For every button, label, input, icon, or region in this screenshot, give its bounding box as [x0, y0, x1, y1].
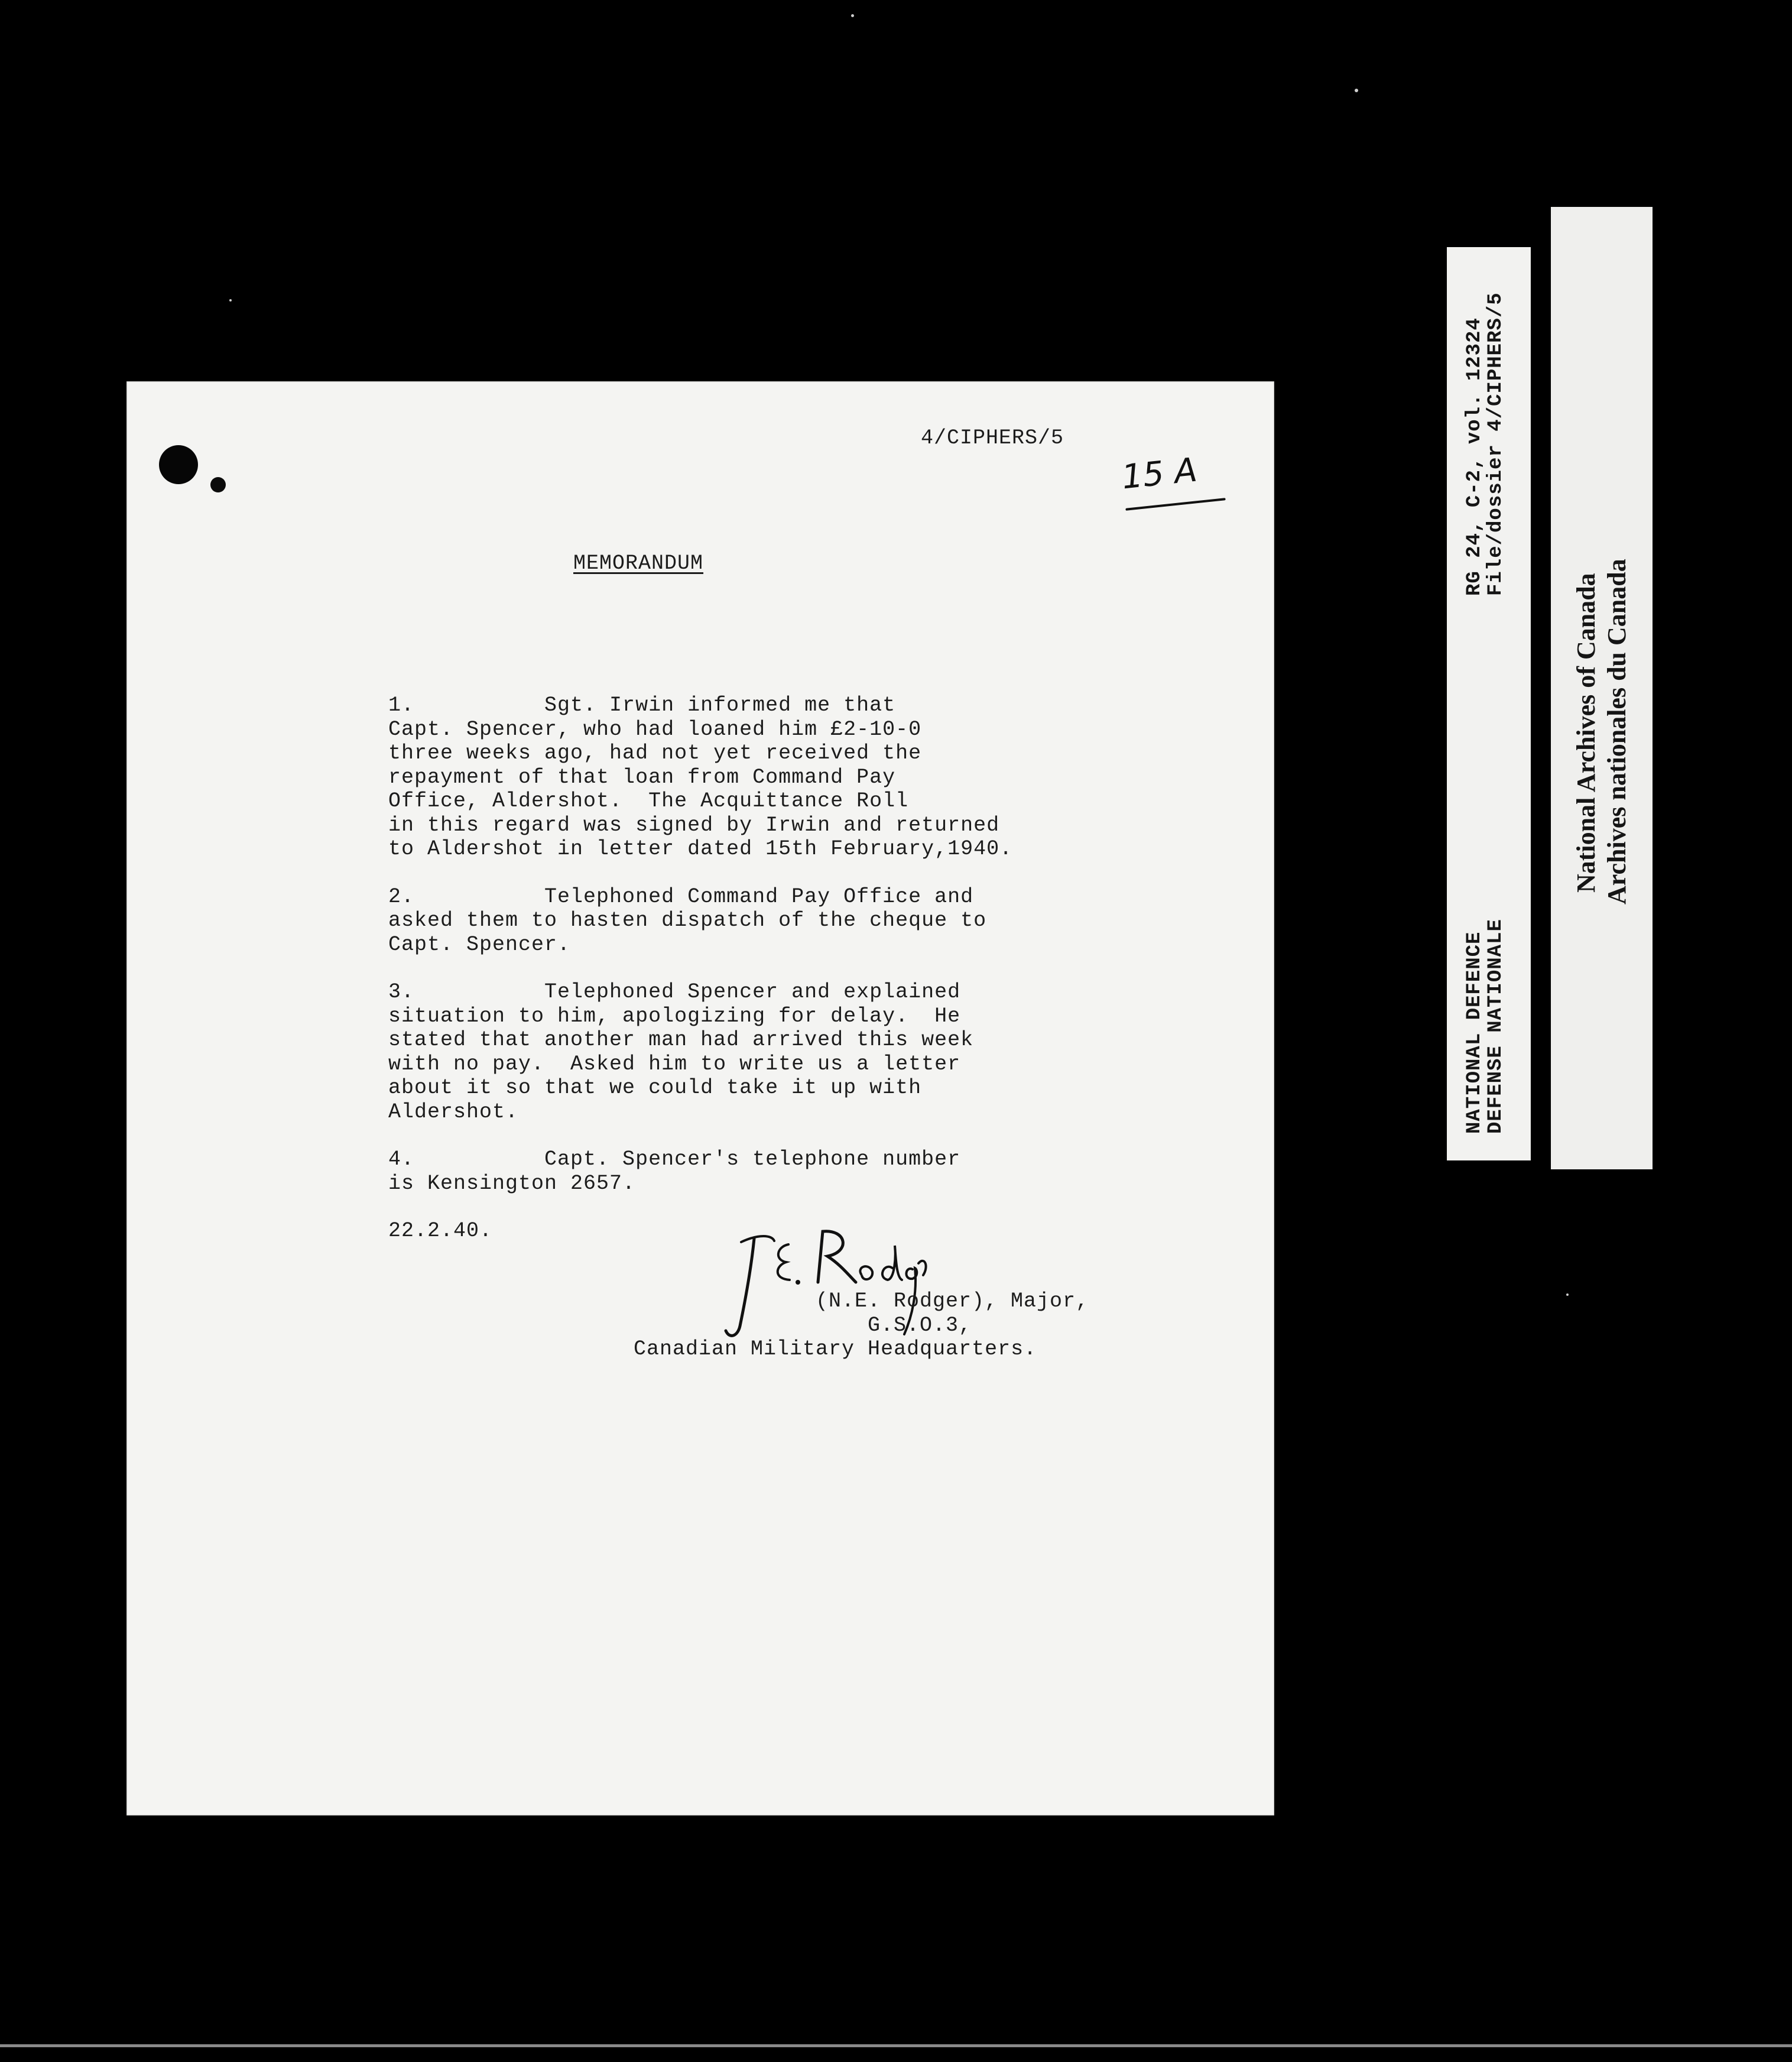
scan-speck [229, 299, 232, 301]
scan-border-rule [0, 2044, 1792, 2047]
memo-title: MEMORANDUM [573, 552, 704, 575]
paragraph-1 [388, 693, 1239, 861]
memo-date: 22.2.40. [388, 1219, 493, 1243]
memo-body [388, 693, 1239, 1243]
department-line-1: NATIONAL DEFENCE [1463, 931, 1486, 1134]
memo-sheet [126, 381, 1274, 1815]
paragraph-line: about it so that we could take it up with [388, 1076, 922, 1100]
paragraph-line: situation to him, apologizing for delay. He [388, 1004, 961, 1028]
paragraph-line: is Kensington 2657. [388, 1171, 636, 1195]
scan-speck [1566, 1293, 1569, 1296]
folio-underline [1125, 498, 1225, 511]
punch-hole-small [210, 477, 226, 492]
scan-speck [851, 14, 854, 17]
archive-name-english: National Archives of Canada [1572, 573, 1601, 893]
archive-reference-line-2: File/dossier 4/CIPHERS/5 [1485, 292, 1507, 596]
paragraph-line: Office, Aldershot. The Acquittance Roll [388, 789, 909, 813]
paragraph-line: stated that another man had arrived this week [388, 1028, 974, 1052]
signature-block [634, 1289, 1260, 1361]
paragraph-line: 4. Capt. Spencer's telephone number [388, 1147, 961, 1171]
paragraph-line: Capt. Spencer, who had loaned him £2-10-0 [388, 717, 922, 741]
paragraph-line: Aldershot. [388, 1100, 519, 1124]
paragraph-2 [388, 885, 1239, 957]
paragraph-line: three weeks ago, had not yet received the [388, 741, 922, 765]
department-line-2: DEFENSE NATIONALE [1485, 919, 1507, 1134]
paragraph-line: with no pay. Asked him to write us a letter [388, 1052, 961, 1076]
paragraph-line: in this regard was signed by Irwin and returned [388, 813, 1000, 837]
scan-speck [1355, 89, 1358, 92]
archive-reference-strip [1447, 247, 1531, 1160]
paragraph-line: Capt. Spencer. [388, 932, 571, 957]
national-archives-strip [1551, 207, 1653, 1169]
paragraph-line: to Aldershot in letter dated 15th February,1940. [388, 837, 1013, 861]
archive-reference-line-1: RG 24, C-2, vol. 12324 [1463, 317, 1486, 596]
paragraph-4 [388, 1147, 1239, 1195]
signatory-appointment: G.S.O.3, [868, 1313, 972, 1337]
paragraph-3 [388, 980, 1239, 1124]
paragraph-line: 2. Telephoned Command Pay Office and [388, 884, 974, 909]
paragraph-line: 1. Sgt. Irwin informed me that [388, 693, 896, 717]
punch-hole [159, 445, 198, 484]
file-reference: 4/CIPHERS/5 [921, 426, 1064, 450]
paragraph-line: asked them to hasten dispatch of the cheque to [388, 909, 987, 932]
archive-name-french: Archives nationales du Canada [1602, 559, 1631, 904]
signatory-organization: Canadian Military Headquarters. [634, 1337, 1037, 1361]
paragraph-line: 3. Telephoned Spencer and explained [388, 980, 961, 1004]
paragraph-line: repayment of that loan from Command Pay [388, 765, 896, 789]
folio-mark: 15 A [1119, 450, 1199, 497]
signatory-name: (N.E. Rodger), Major, [816, 1289, 1089, 1313]
